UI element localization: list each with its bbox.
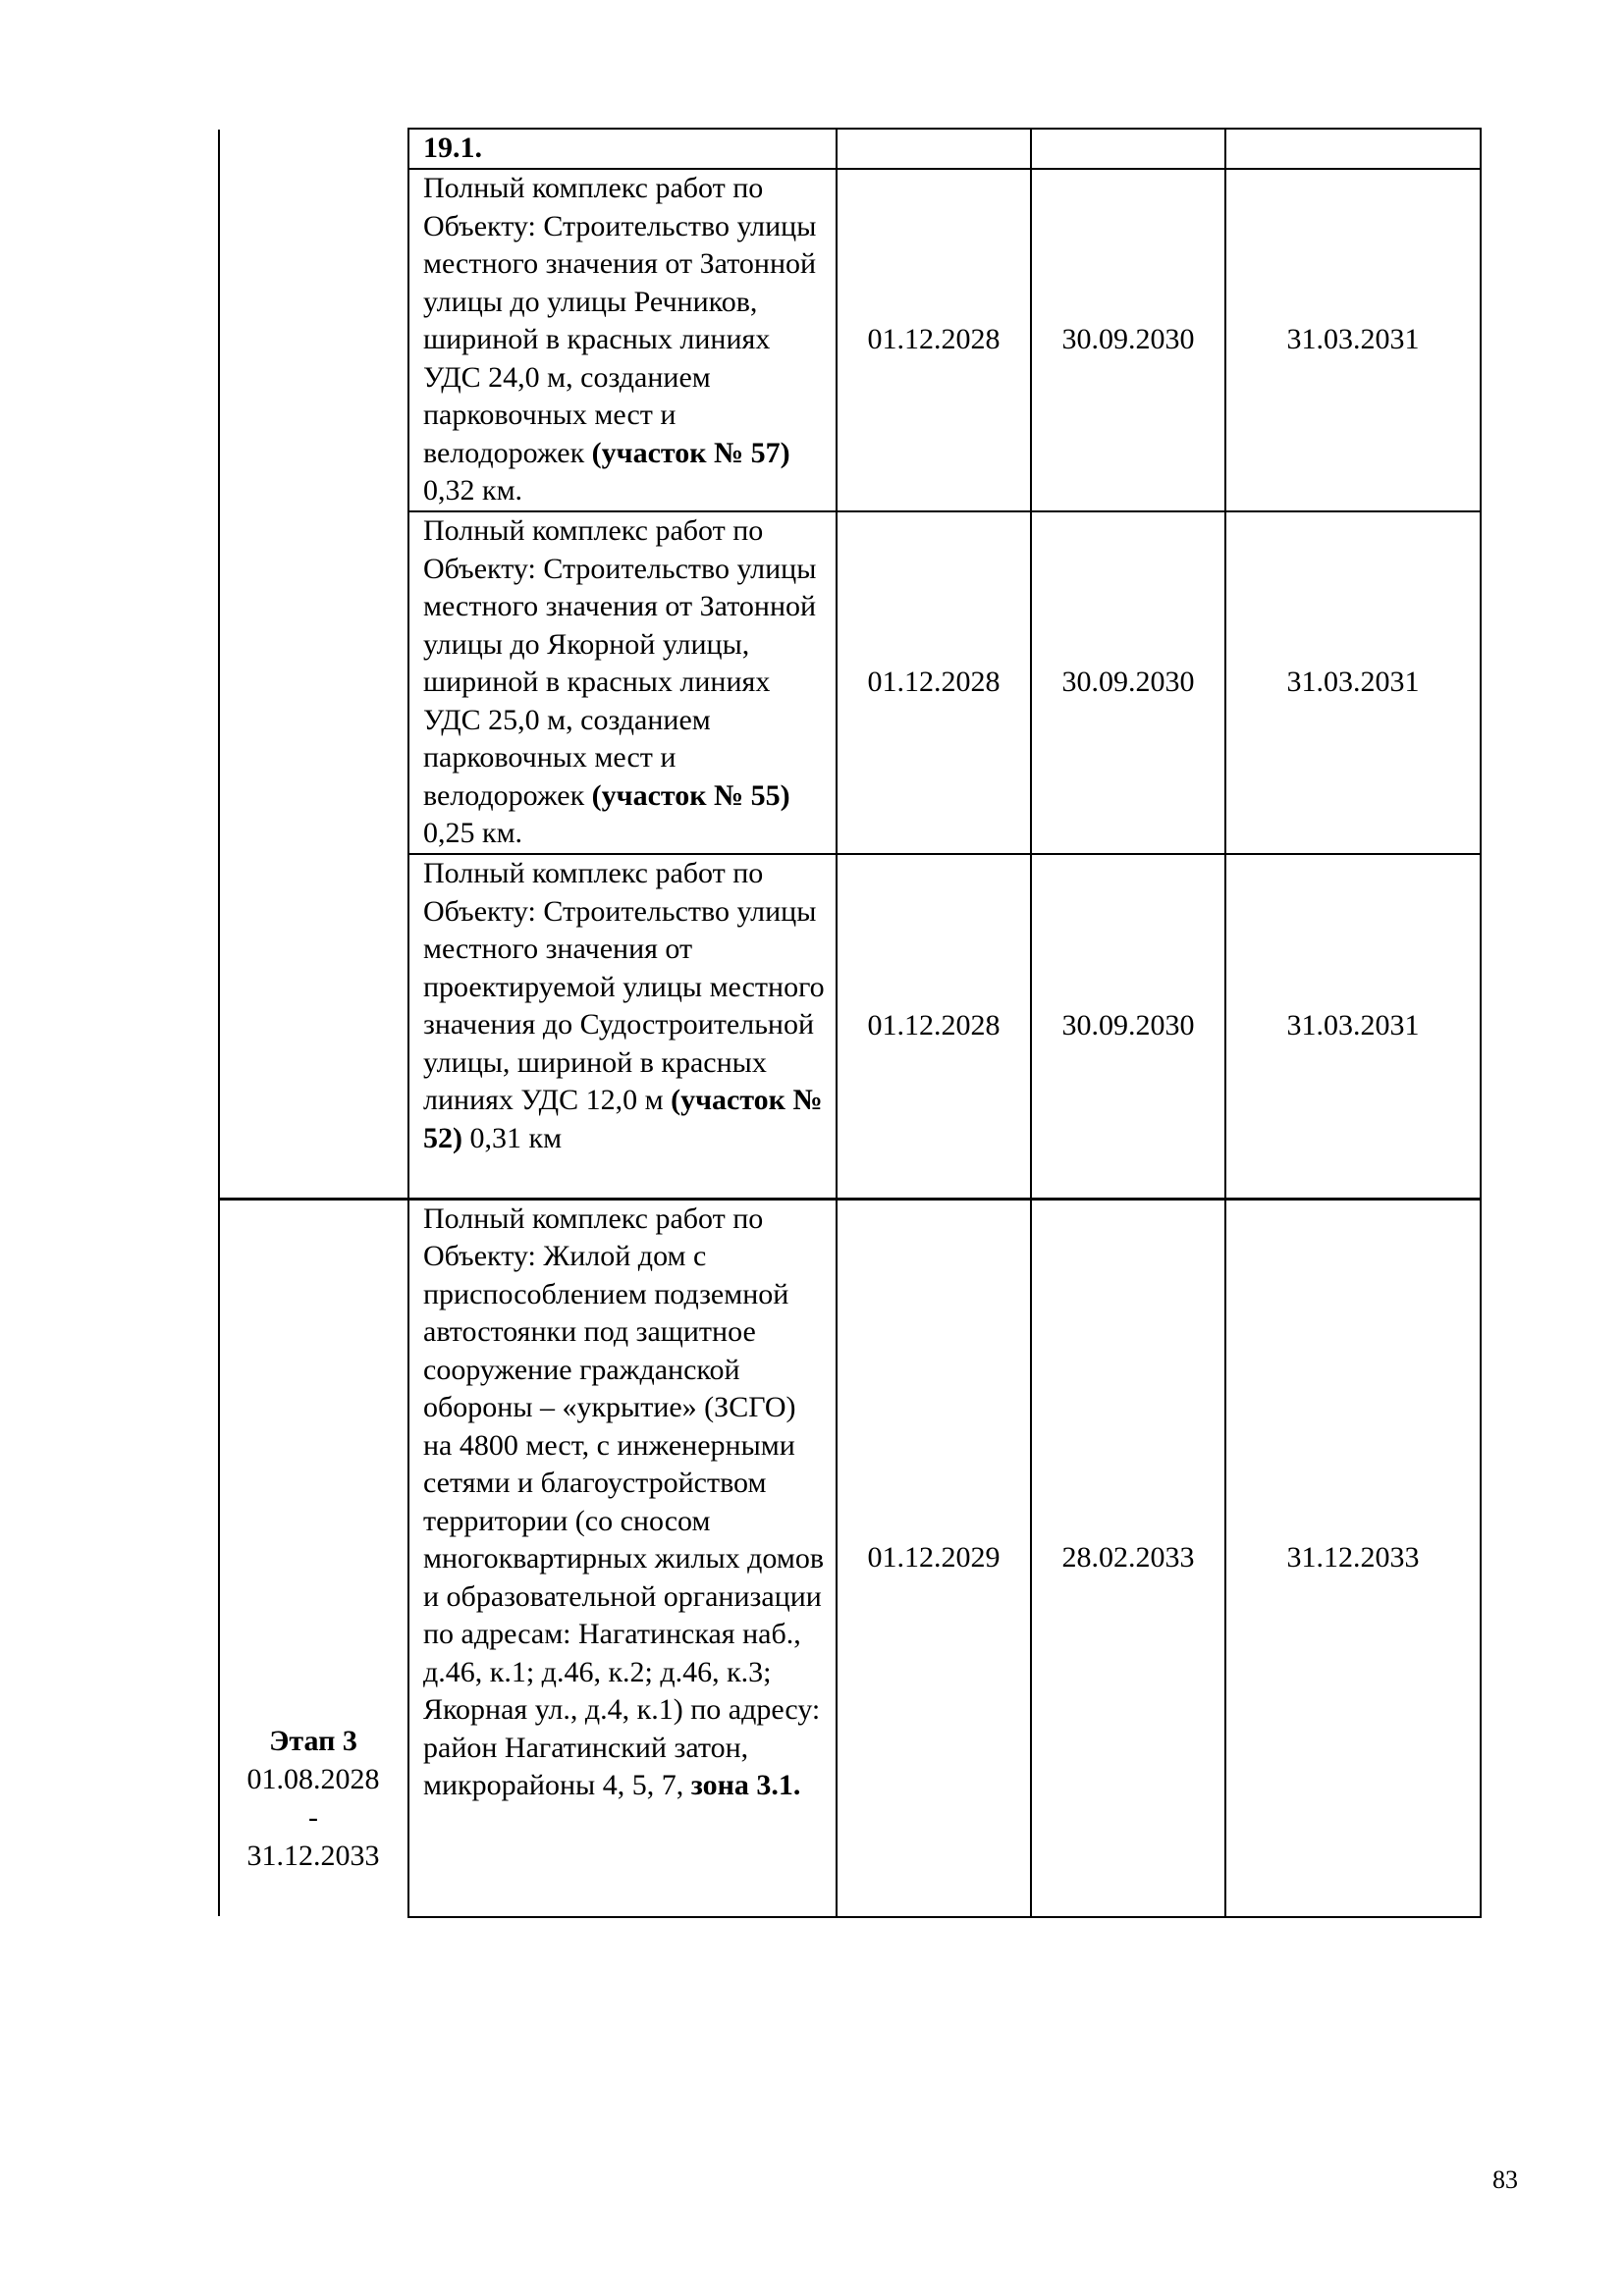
start-date: 01.12.2028 (837, 169, 1031, 511)
desc-part: 0,31 км (462, 1121, 563, 1154)
work-description (408, 129, 837, 169)
stage-column (218, 130, 407, 1916)
table-row (408, 1199, 1481, 1917)
stage-title: Этап 3 (269, 1725, 357, 1757)
work-description (408, 511, 837, 854)
desc-part-bold: (участок № 55) (591, 778, 790, 812)
commission-date: 31.03.2031 (1225, 169, 1481, 511)
start-date: 01.12.2029 (837, 1199, 1031, 1917)
end-date (1031, 129, 1225, 169)
work-description (408, 854, 837, 1199)
end-date: 30.09.2030 (1031, 169, 1225, 511)
desc-part-bold: (участок № 57) (591, 436, 790, 469)
commission-date: 31.03.2031 (1225, 511, 1481, 854)
stage-start-date: 01.08.2028 (246, 1763, 380, 1795)
stage-end-date: 31.12.2033 (246, 1840, 380, 1872)
end-date: 30.09.2030 (1031, 854, 1225, 1199)
desc-part-bold: зона 3.1. (690, 1769, 801, 1801)
works-table (407, 128, 1482, 1918)
end-date: 28.02.2033 (1031, 1199, 1225, 1917)
stage-separator: - (308, 1801, 318, 1834)
stage-label (220, 1722, 406, 1875)
start-date (837, 129, 1031, 169)
desc-part: Полный комплекс работ по Объекту: Строительство улицы местного значения от проектируемой улицы местного значения до Судостроительной улицы, шириной в красных линиях УДС 12,0 м (423, 857, 825, 1116)
work-description (408, 1199, 837, 1917)
desc-part: 0,32 км. (423, 474, 523, 507)
end-date: 30.09.2030 (1031, 511, 1225, 854)
commission-date (1225, 129, 1481, 169)
table-row (408, 854, 1481, 1199)
table-row (408, 129, 1481, 169)
table-row (408, 169, 1481, 511)
work-description (408, 169, 837, 511)
stage-divider (218, 1198, 407, 1201)
table-row (408, 511, 1481, 854)
start-date: 01.12.2028 (837, 511, 1031, 854)
page-number: 83 (1492, 2165, 1518, 2194)
commission-date: 31.03.2031 (1225, 854, 1481, 1199)
desc-part: 19.1. (423, 132, 482, 165)
desc-part: Полный комплекс работ по Объекту: Жилой дом с приспособлением подземной автостоянки под защитное сооружение гражданской обороны – «укрытие» (ЗСГО) на 4800 мест, с инженерными сетями и благоустройством территории (со сносом многоквартирных жилых домов и образовательной организации по адресам: Нагатинская наб., д.46, к.1; д.46, к.2; д.46, к.3; Якорная ул., д.4, к.1) по адресу: район Нагатинский затон, микрорайоны 4, 5, 7, (423, 1201, 824, 1801)
commission-date: 31.12.2033 (1225, 1199, 1481, 1917)
desc-part-bold: (участок № 52) (423, 1084, 823, 1154)
start-date: 01.12.2028 (837, 854, 1031, 1199)
desc-part: Полный комплекс работ по Объекту: Строительство улицы местного значения от Затонной улицы до Якорной улицы, шириной в красных линиях УДС 25,0 м, созданием парковочных мест и велодорожек (423, 514, 817, 812)
desc-part: 0,25 км. (423, 817, 523, 849)
desc-part: Полный комплекс работ по Объекту: Строительство улицы местного значения от Затонной улицы до улицы Речников, шириной в красных линиях УДС 24,0 м, созданием парковочных мест и велодорожек (423, 172, 817, 469)
